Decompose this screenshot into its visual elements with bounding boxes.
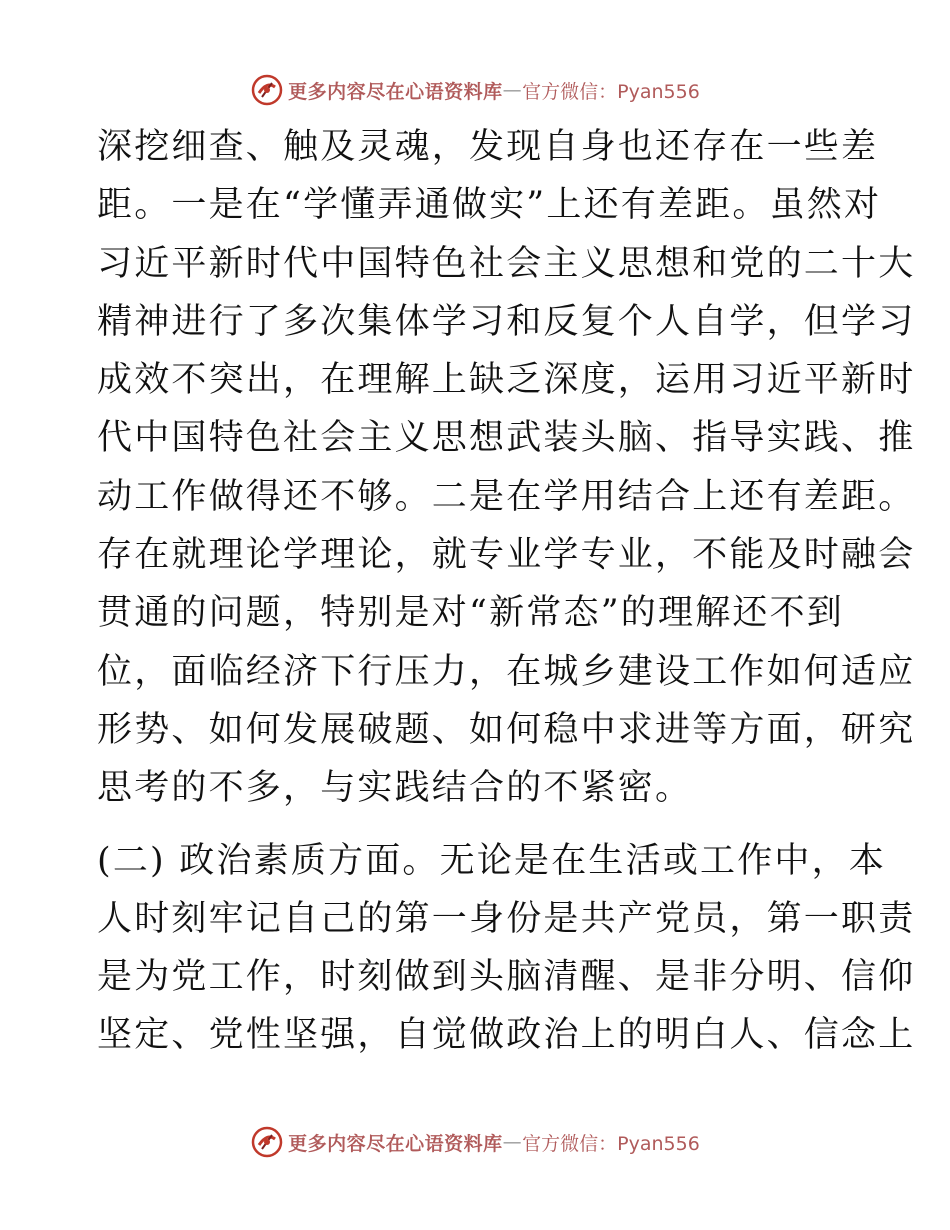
watermark-dash: — bbox=[502, 1131, 523, 1153]
text-line: 形势、如何发展破题、如何稳中求进等方面，研究 bbox=[97, 709, 916, 750]
text-line: 坚定、党性坚强，自觉做政治上的明白人、信念上 bbox=[97, 1015, 916, 1056]
watermark-contact: 官方微信：Pyan556 bbox=[522, 1132, 700, 1155]
text-line: 思考的不多，与实践结合的不紧密。 bbox=[97, 768, 693, 809]
watermark-text: 更多内容尽在心语资料库 bbox=[288, 80, 503, 103]
watermark-dash: — bbox=[502, 79, 523, 101]
watermark-contact: 官方微信：Pyan556 bbox=[522, 80, 700, 103]
text-line: 成效不突出，在理解上缺乏深度，运用习近平新时 bbox=[97, 360, 916, 401]
text-line: 代中国特色社会主义思想武装头脑、指导实践、推 bbox=[97, 418, 916, 459]
text-line: 人时刻牢记自己的第一身份是共产党员，第一职责 bbox=[97, 898, 916, 939]
text-line: 贯通的问题，特别是对“新常态”的理解还不到 bbox=[97, 593, 844, 634]
text-line: 位，面临经济下行压力，在城乡建设工作如何适应 bbox=[97, 651, 916, 692]
document-body bbox=[97, 118, 916, 1065]
header-watermark bbox=[0, 70, 950, 110]
brand-logo-icon bbox=[250, 73, 284, 107]
text-line: 距。一是在“学懂弄通做实”上还有差距。虽然对 bbox=[97, 185, 882, 226]
text-line: 深挖细查、触及灵魂，发现自身也还存在一些差 bbox=[97, 127, 879, 167]
paragraph bbox=[97, 832, 916, 1065]
watermark-text: 更多内容尽在心语资料库 bbox=[288, 1132, 503, 1155]
paragraph bbox=[97, 118, 916, 818]
text-line: (二) 政治素质方面。无论是在生活或工作中，本 bbox=[97, 840, 887, 881]
brand-logo-icon bbox=[250, 1125, 284, 1159]
text-line: 动工作做得还不够。二是在学用结合上还有差距。 bbox=[97, 476, 916, 517]
text-line: 是为党工作，时刻做到头脑清醒、是非分明、信仰 bbox=[97, 957, 916, 998]
footer-watermark bbox=[0, 1122, 950, 1162]
text-line: 习近平新时代中国特色社会主义思想和党的二十大 bbox=[97, 243, 916, 284]
paragraph-gap bbox=[97, 818, 857, 832]
text-line: 存在就理论学理论，就专业学专业，不能及时融会 bbox=[97, 535, 916, 576]
text-line: 精神进行了多次集体学习和反复个人自学，但学习 bbox=[97, 301, 916, 342]
